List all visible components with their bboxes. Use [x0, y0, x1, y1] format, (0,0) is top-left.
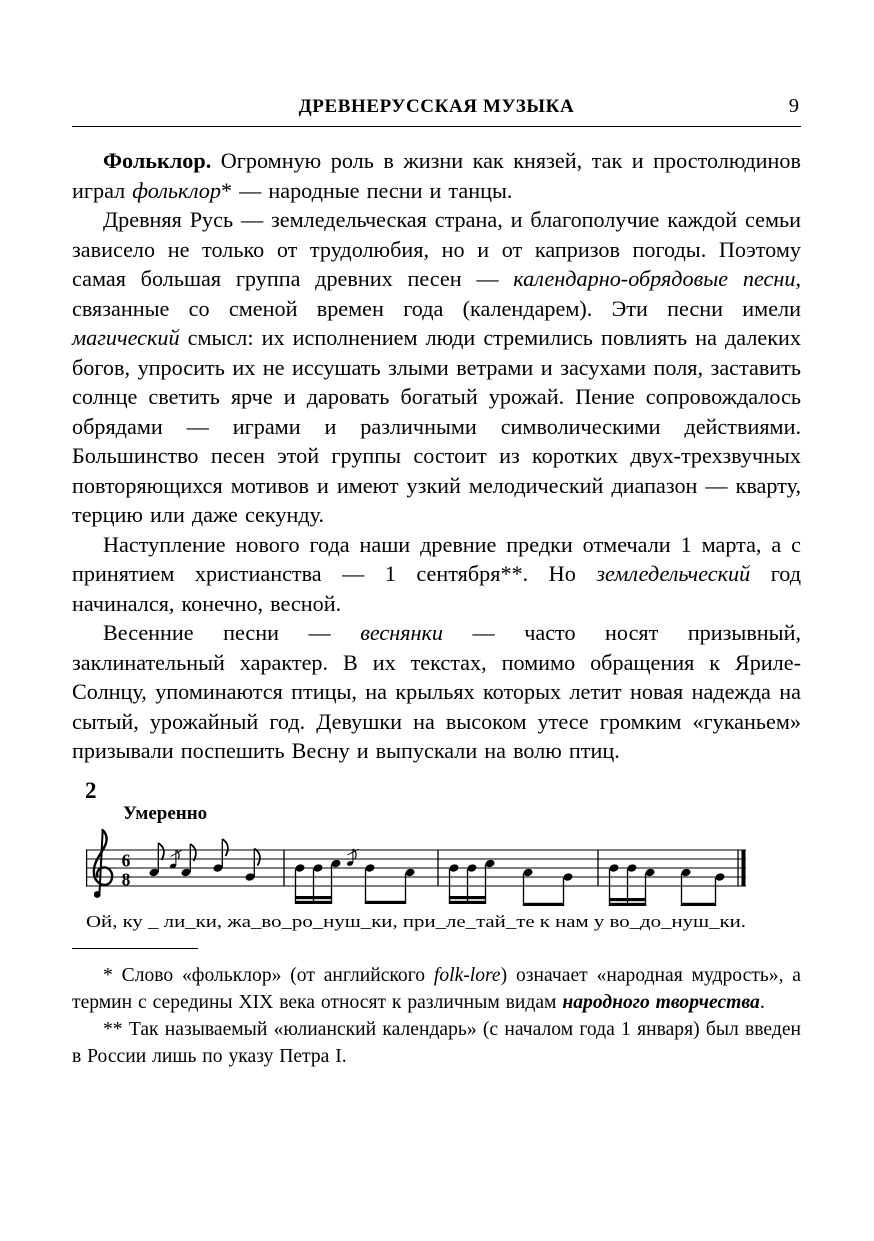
text-run: folk-lore	[433, 964, 501, 986]
footnote	[72, 1016, 801, 1070]
beam	[523, 902, 564, 905]
lyrics-text: Ой, ку _ ли_ки, жа_во_ро_нуш_ки, при_ле_тай_те к нам у во_до_нуш_ки.	[86, 911, 747, 931]
body-text	[72, 146, 801, 1070]
footnote	[72, 962, 801, 1016]
staff-lines	[86, 850, 746, 886]
text-run: магический	[72, 325, 180, 350]
body-paragraph	[72, 146, 801, 205]
text-run: .	[759, 991, 765, 1013]
beam	[449, 900, 486, 903]
beam	[295, 900, 332, 903]
text-run: ** Так называемый «юлианский календарь» (с началом года 1 января) был введен в России лишь по указу Петра I.	[72, 1018, 801, 1067]
music-example-number: 2	[85, 777, 97, 803]
text-run: земледельческий	[596, 561, 751, 586]
footnote-rule	[72, 948, 198, 949]
beam	[295, 896, 332, 899]
text-run: Огромную роль в жизни как князей, так и простолюдинов играл	[72, 148, 801, 203]
paragraphs-container	[72, 146, 801, 766]
text-run: смысл: их исполнением люди стремились повлиять на далеких богов, упросить их не иссушать злыми ветрами и засухами поля, заставить солнце светить ярче и даровать богатый урожай. Пение сопровождалось обрядами — играми и различными символическими действиями. Большинство песен этой группы состоит из коротких двух-трехзвучных повторяющихся мотивов и имеют узкий мелодический диапазон — кварту, терцию или даже секунду.	[72, 325, 801, 527]
header-rule	[72, 126, 801, 127]
tempo-marking: Умеренно	[123, 802, 208, 824]
measure-4-notes	[609, 863, 726, 906]
text-run: Фольклор.	[103, 148, 221, 173]
text-run: год начинался, конечно, весной.	[72, 561, 802, 616]
measure-3-notes	[449, 858, 574, 905]
text-run: * — народные песни и танцы.	[220, 177, 513, 203]
time-signature-numerator: 6	[121, 850, 131, 870]
beam	[609, 898, 646, 901]
text-run: — часто носят призывный, заклинательный характер. В их текстах, помимо обращения к Яриле-Солнцу, упоминаются птицы, на крыльях которых летит новая надежда на сытый, урожайный год. Девушки на высоком утесе громким «гуканьем» призывали поспешить Весну и выпускали на волю птиц.	[72, 620, 802, 763]
body-paragraph	[72, 205, 801, 530]
text-run: , связанные со сменой времен года (календарем). Эти песни имели	[72, 266, 801, 321]
beam	[681, 902, 716, 905]
text-run: ) означает «народная мудрость», а термин с середины XIX века относят к различным видам	[72, 964, 801, 1013]
text-run: календарно-обрядовые песни	[513, 266, 796, 291]
time-signature	[122, 850, 131, 889]
text-run: веснянки	[360, 620, 444, 645]
text-run: Наступление нового года наши древние предки отмечали 1 марта, а с принятием христианства — 1 сентября**. Но	[72, 531, 801, 586]
music-notation	[78, 820, 778, 935]
text-run: народного творчества	[562, 991, 760, 1013]
text-run: фольклор	[132, 177, 221, 203]
beam	[449, 896, 486, 899]
body-paragraph	[72, 618, 801, 766]
page-header	[72, 96, 801, 122]
beam	[609, 902, 646, 905]
text-run: Древняя Русь — земледельческая страна, и благополучие каждой семьи зависело не только от трудолюбия, но и от капризов погоды. Поэтому самая большая группа древних песен —	[72, 207, 801, 291]
page-number: 9	[788, 95, 799, 117]
body-paragraph	[72, 530, 801, 619]
running-title: ДРЕВНЕРУССКАЯ МУЗЫКА	[298, 96, 575, 117]
music-example	[72, 776, 801, 934]
treble-clef-icon	[94, 830, 112, 898]
beam	[365, 900, 406, 903]
footnotes-container	[72, 962, 801, 1070]
measure-1-notes	[149, 839, 260, 882]
time-signature-denominator: 8	[121, 869, 131, 889]
text-run: * Слово «фольклор» (от английского	[103, 964, 434, 986]
text-run: Весенние песни —	[103, 620, 361, 645]
